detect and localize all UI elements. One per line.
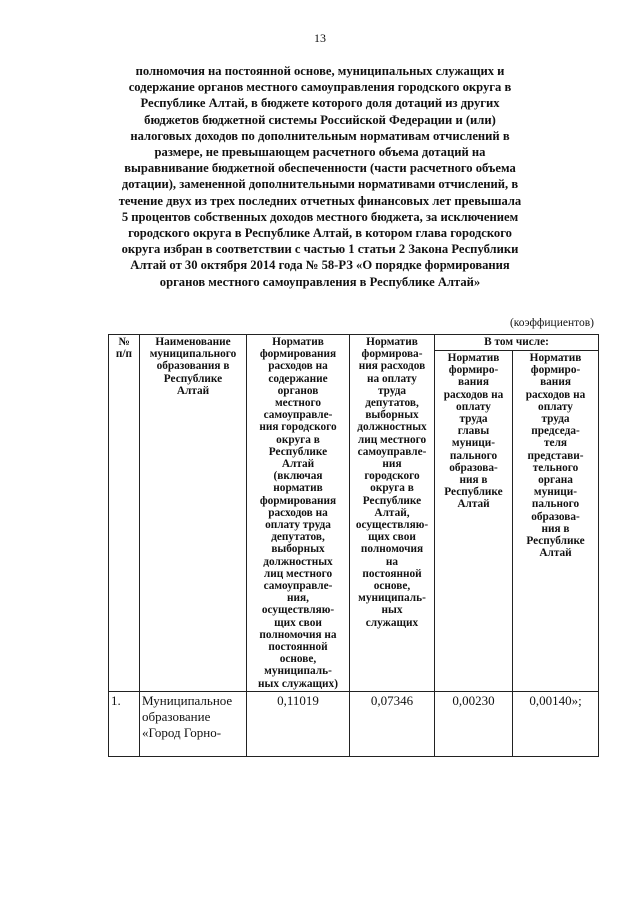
- header-norm-pay: Норматив формирова- ния расходов на оплату труда депутатов, выборных должностных лиц местного самоуправле- ния городского округа в Республике Алтай, осуществляю- щих свои полномочия на постоянной основе, муниципаль- ных служащих: [350, 335, 435, 692]
- header-norm-head: Норматив формиро- вания расходов на оплату труда главы муници- пального образова- ния в Республике Алтай: [435, 351, 513, 692]
- header-norm-chair: Норматив формиро- вания расходов на оплату труда председа- теля представи- тельного органа муници- пального образова- ния в Республике Алтай: [513, 351, 599, 692]
- section-heading: полномочия на постоянной основе, муниципальных служащих и содержание органов местного самоуправления городского округа в Республике Алтай, в бюджете которого доля дотаций из других бюджетов бюджетной системы Российской Федерации и (или) налоговых доходов по дополнительным нормативам отчислений в размере, не превышающем расчетного объема дотаций на выравнивание бюджетной обеспеченности (части расчетного объема дотации), замененной дополнительными нормативами отчислений, в течение двух из трех последних отчетных финансовых лет превышала 5 процентов собственных доходов местного бюджета, за исключением городского округа в Республике Алтай, в котором глава городского округа избран в соответствии с частью 1 статьи 2 Закона Республики Алтай от 30 октября 2014 года № 58-РЗ «О порядке формирования органов местного самоуправления в Республике Алтай»: [118, 64, 522, 289]
- header-municipality-name: Наименование муниципального образования в Республике Алтай: [140, 335, 247, 692]
- units-note: (коэффициентов): [509, 317, 594, 329]
- row-norm-chair: 0,00140»;: [513, 691, 599, 756]
- row-norm-head: 0,00230: [435, 691, 513, 756]
- row-norm-pay: 0,07346: [350, 691, 435, 756]
- row-norm-total: 0,11019: [247, 691, 350, 756]
- header-num: № п/п: [109, 335, 140, 692]
- page-number: 13: [314, 31, 326, 45]
- row-num: 1.: [109, 691, 140, 756]
- row-municipality-name: Муниципальное образование «Город Горно-: [142, 692, 233, 740]
- row-name-cell: [140, 691, 247, 756]
- coefficients-table: [108, 334, 599, 757]
- table-row: [109, 691, 599, 756]
- header-norm-total: Норматив формирования расходов на содержание органов местного самоуправле- ния городского округа в Республике Алтай (включая норматив формирования расходов на оплату труда депутатов, выборных должностных лиц местного самоуправле- ния, осуществляю- щих свои полномочия на постоянной основе, муниципаль- ных служащих): [247, 335, 350, 692]
- header-including: В том числе:: [435, 335, 599, 351]
- table-header-row: [109, 335, 599, 351]
